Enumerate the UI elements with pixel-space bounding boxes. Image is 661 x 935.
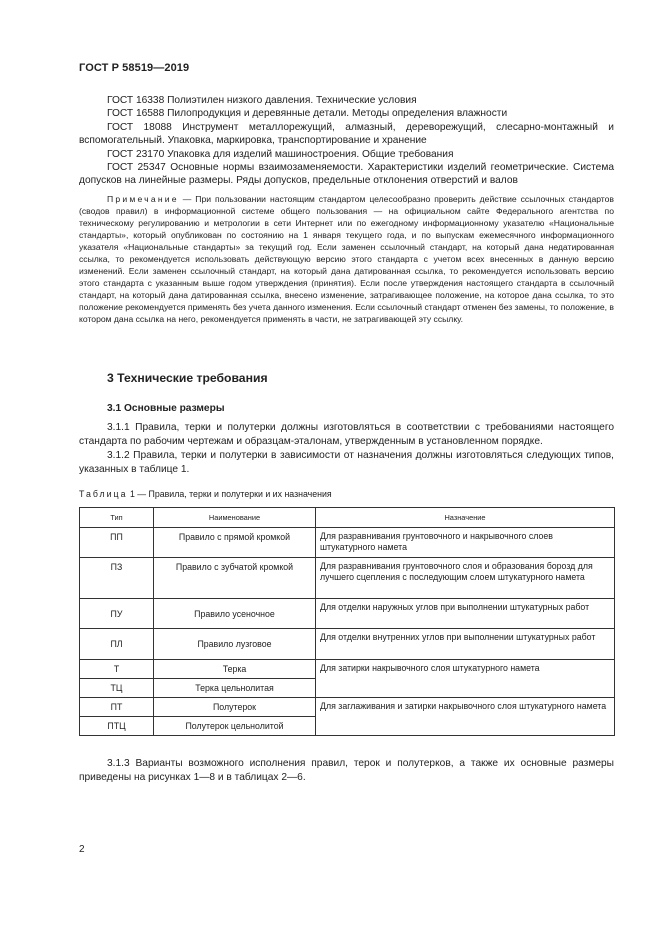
cell-type: ПЛ (80, 629, 154, 660)
cell-purpose: Для отделки наружных углов при выполнении штукатурных работ (316, 599, 615, 629)
cell-name: Правило с зубчатой кромкой (154, 558, 316, 599)
reference-item: ГОСТ 18088 Инструмент металлорежущий, алмазный, дереворежущий, слесарно-монтажный и вспомогательный. Упаковка, маркировка, транспортирование и хранение (79, 121, 614, 147)
table-row (80, 558, 615, 599)
reference-item: ГОСТ 16338 Полиэтилен низкого давления. Технические условия (107, 95, 417, 106)
note-block (79, 193, 614, 326)
paragraph-text: 3.1.3 Варианты возможного исполнения правил, терок и полутерков, а также их основные размеры приведены на рисунках 1—8 и в таблицах 2—6. (79, 758, 614, 783)
cell-type: ПТ (80, 698, 154, 717)
cell-type: ТЦ (80, 679, 154, 698)
table-caption-label: Таблица (79, 489, 128, 499)
table-row (80, 698, 615, 717)
normative-references-list (79, 94, 614, 188)
table-caption-text: 1 — Правила, терки и полутерки и их назначения (127, 489, 332, 499)
table-row (80, 599, 615, 629)
cell-type: ПЗ (80, 558, 154, 599)
reference-item: ГОСТ 25347 Основные нормы взаимозаменяемости. Характеристики изделий геометрические. Система допусков на линейные размеры. Ряды допусков, предельные отклонения отверстий и валов (79, 162, 614, 187)
table-caption (79, 489, 332, 499)
table-row (80, 629, 615, 660)
cell-purpose: Для разравнивания грунтовочного и накрывочного слоев штукатурного намета (316, 528, 615, 558)
note-label: Примечание (107, 194, 179, 204)
cell-type: ПТЦ (80, 717, 154, 736)
cell-name: Полутерок цельнолитой (154, 717, 316, 736)
header-name: Наименование (154, 508, 316, 528)
paragraph-3-1-3 (79, 757, 614, 784)
cell-purpose: Для отделки внутренних углов при выполнении штукатурных работ (316, 629, 615, 660)
paragraph-text: 3.1.1 Правила, терки и полутерки должны изготовляться в соответствии с требованиями настоящего стандарта по рабочим чертежам и образцам-эталонам, утвержденным в установленном порядке. (79, 422, 614, 447)
reference-item: ГОСТ 23170 Упаковка для изделий машиностроения. Общие требования (107, 148, 454, 160)
cell-name: Полутерок (154, 698, 316, 717)
paragraph-3-1-1 (79, 421, 614, 448)
cell-type: ПП (80, 528, 154, 558)
cell-name: Правило лузговое (154, 629, 316, 660)
paragraph-text: 3.1.2 Правила, терки и полутерки в зависимости от назначения должны изготовляться следующих типов, указанных в таблице 1. (79, 450, 614, 475)
subsection-title: 3.1 Основные размеры (107, 403, 225, 414)
cell-purpose: Для затирки накрывочного слоя штукатурного намета (316, 660, 615, 698)
page-number: 2 (79, 844, 85, 855)
cell-name: Правило с прямой кромкой (154, 528, 316, 558)
cell-purpose: Для заглаживания и затирки накрывочного слоя штукатурного намета (316, 698, 615, 736)
header-type: Тип (80, 508, 154, 528)
cell-name: Терка цельнолитая (154, 679, 316, 698)
cell-purpose: Для разравнивания грунтовочного слоя и образования борозд для лучшего сцепления с последующим слоем штукатурного намета (316, 558, 615, 599)
section-title: 3 Технические требования (107, 371, 268, 385)
table-row (80, 660, 615, 679)
document-header: ГОСТ Р 58519—2019 (79, 62, 190, 74)
cell-name: Правило усеночное (154, 599, 316, 629)
header-purpose: Назначение (316, 508, 615, 528)
cell-name: Терка (154, 660, 316, 679)
table-row (80, 528, 615, 558)
types-table (79, 507, 615, 736)
reference-item: ГОСТ 16588 Пилопродукция и деревянные детали. Методы определения влажности (107, 108, 508, 120)
table-header-row (80, 508, 615, 528)
paragraph-3-1-2 (79, 449, 614, 476)
cell-type: ПУ (80, 599, 154, 629)
cell-type: Т (80, 660, 154, 679)
note-text: — При пользовании настоящим стандартом целесообразно проверить действие ссылочных стандартов (сводов правил) в информационной системе общего пользования — на официальном сайте Федерального агентства по техническому регулированию и метрологии в сети Интернет или по ежегодному информационному указателю «Национальные стандарты», который опубликован по состоянию на 1 января текущего года, и по выпускам ежемесячного информационного указателя «Национальные стандарты» за текущий год. Если заменен ссылочный стандарт, на который дана недатированная ссылка, то рекомендуется использовать действующую версию этого стандарта с учетом всех внесенных в данную версию изменений. Если заменен ссылочный стандарт, на который дана датированная ссылка, то рекомендуется использовать версию этого стандарта с указанным выше годом утверждения (принятия). Если после утверждения настоящего стандарта в ссылочный стандарт, на который дана датированная ссылка, внесено изменение, затрагивающее положение, на которое дана ссылка, то это положение рекомендуется применять без учета данного изменения. Если ссылочный стандарт отменен без замены, то положение, в котором дана ссылка на него, рекомендуется применять в части, не затрагивающей эту ссылку. (79, 194, 614, 325)
